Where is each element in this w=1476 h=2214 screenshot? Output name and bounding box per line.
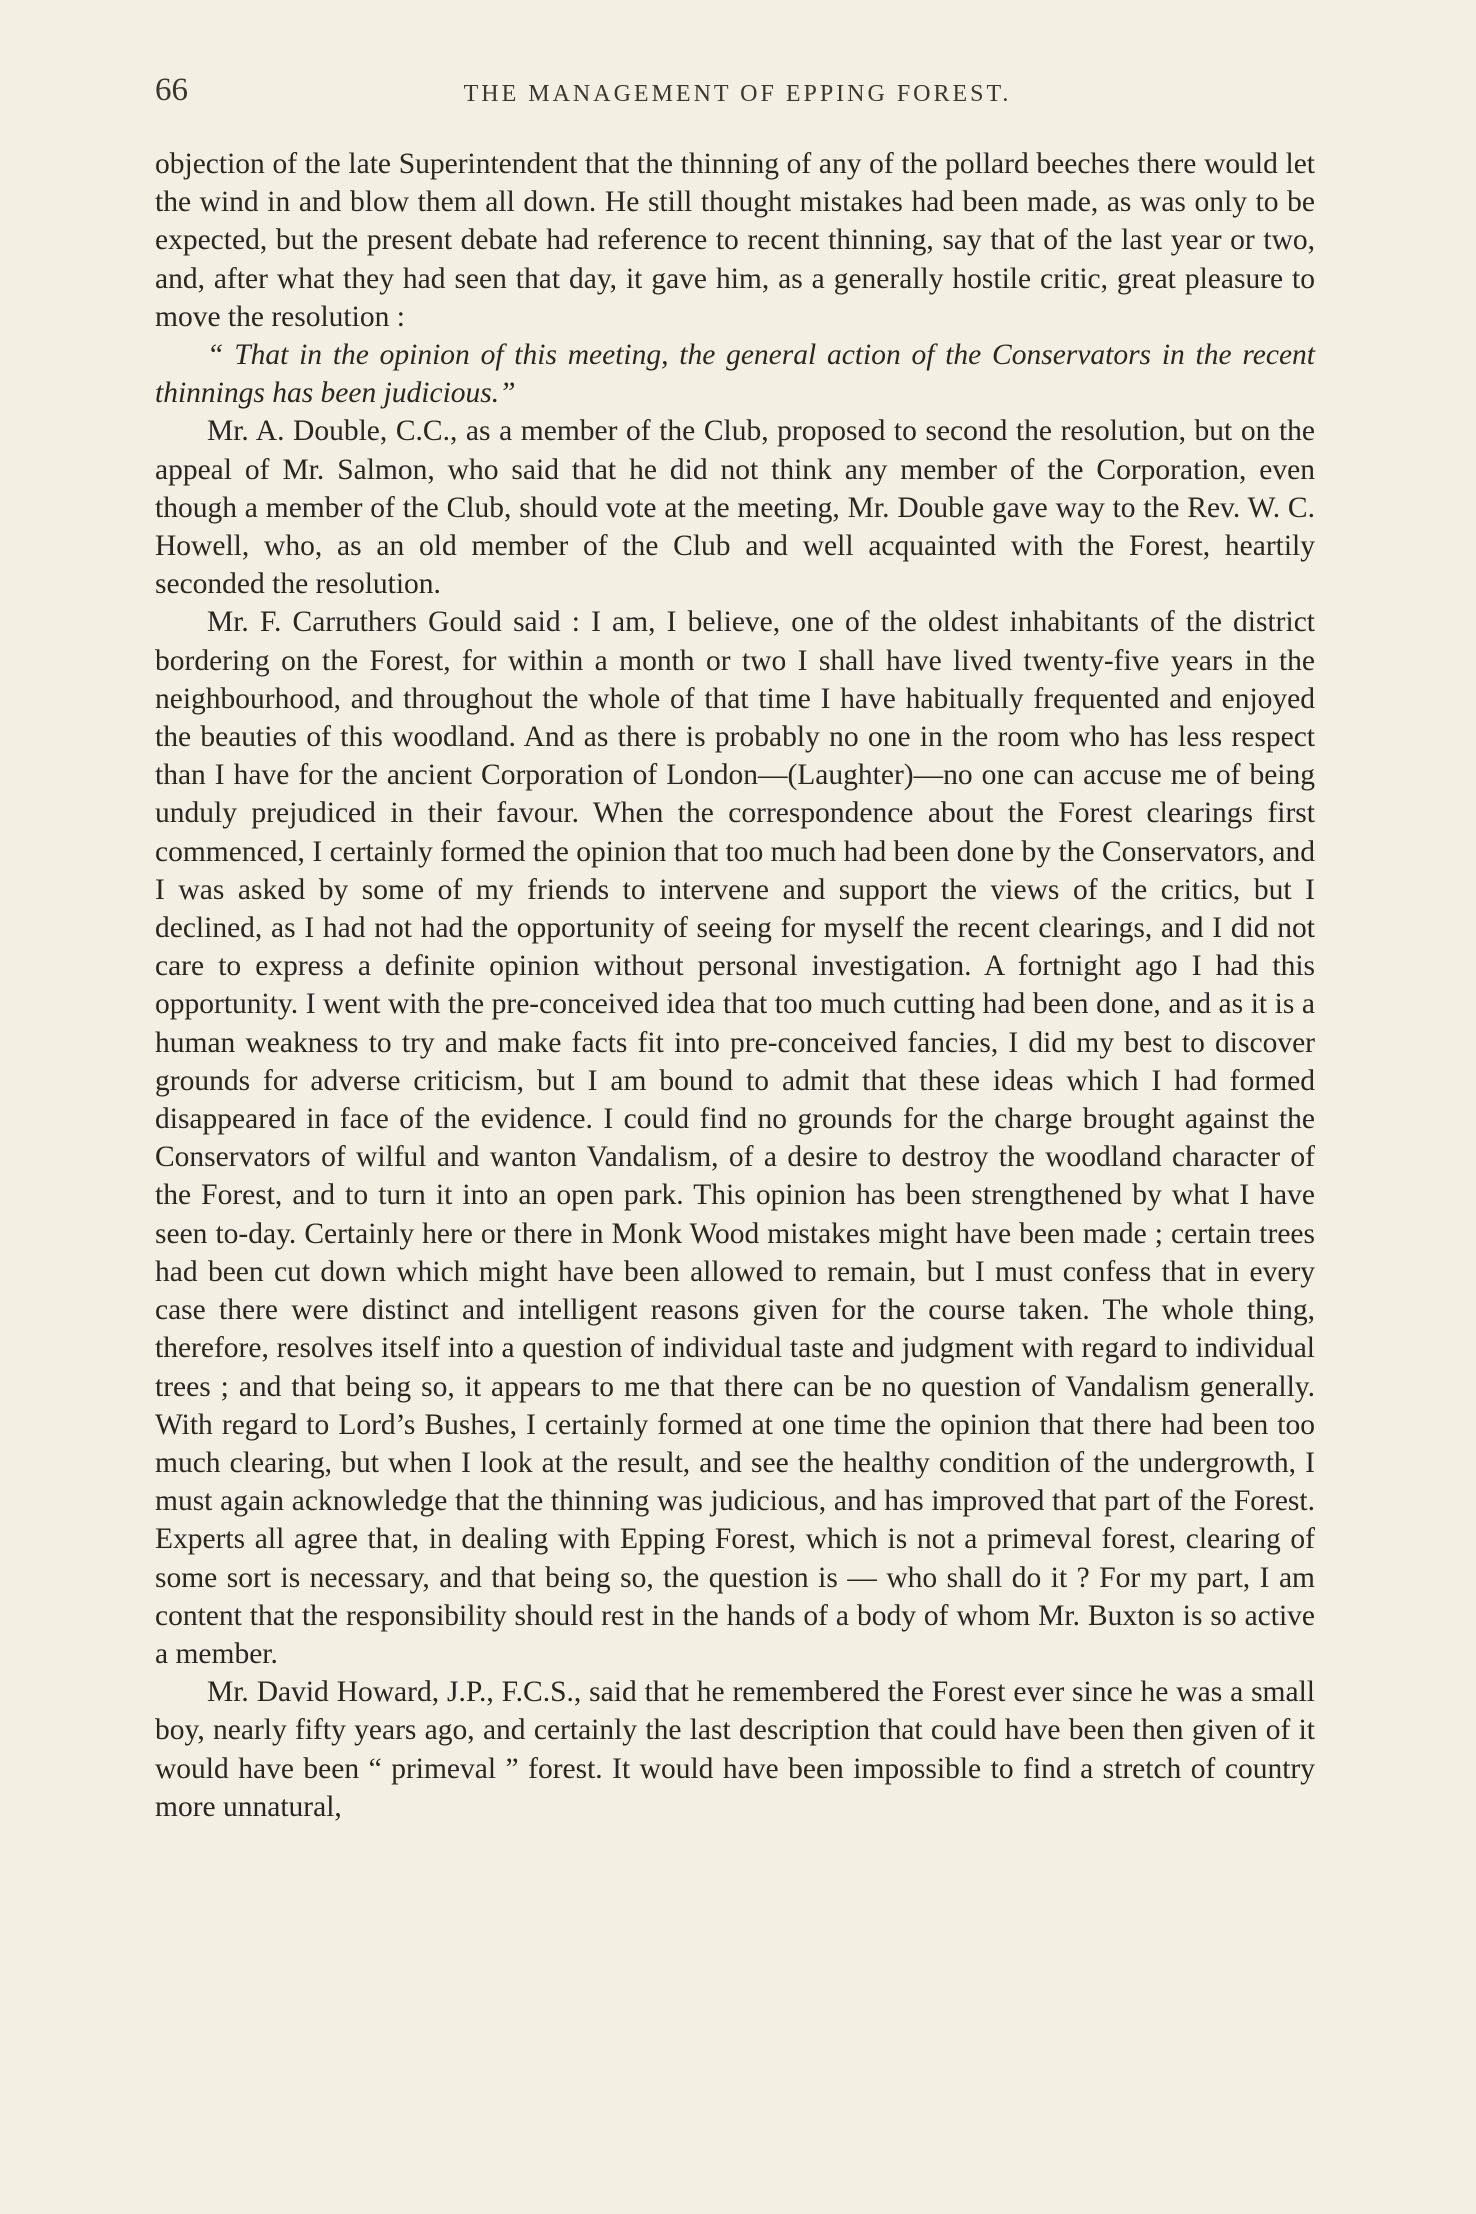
page-number: 66 (155, 72, 188, 108)
body-text (155, 145, 1315, 1826)
paragraph-howard: Mr. David Howard, J.P., F.C.S., said that he remembered the Forest ever since he was a small boy, nearly fifty years ago, and certainly the last description that could have been then given of it would have been “ primeval ” forest. It would have been impossible to find a stretch of country more unnatural, (155, 1676, 1315, 1823)
paragraph-gould: Mr. F. Carruthers Gould said : I am, I believe, one of the oldest inhabitants of the district bordering on the Forest, for within a month or two I shall have lived twenty-five years in the neighbourhood, and throughout the whole of that time I have habitually frequented and enjoyed the beauties of this woodland. And as there is probably no one in the room who has less respect than I have for the ancient Corporation of London—(Laughter)—no one can accuse me of being unduly prejudiced in their favour. When the correspondence about the Forest clearings first commenced, I certainly formed the opinion that too much had been done by the Conservators, and I was asked by some of my friends to intervene and support the views of the critics, but I declined, as I had not had the opportunity of seeing for myself the recent clearings, and I did not care to express a definite opinion without personal investigation. A fortnight ago I had this opportunity. I went with the pre-conceived idea that too much cutting had been done, and as it is a human weakness to try and make facts fit into pre-conceived fancies, I did my best to discover grounds for adverse criticism, but I am bound to admit that these ideas which I had formed disappeared in face of the evidence. I could find no grounds for the charge brought against the Conservators of wilful and wanton Vandalism, of a desire to destroy the woodland character of the Forest, and to turn it into an open park. This opinion has been strengthened by what I have seen to-day. Certainly here or there in Monk Wood mistakes might have been made ; certain trees had been cut down which might have been allowed to remain, but I must confess that in every case there were distinct and intelligent reasons given for the course taken. The whole thing, therefore, resolves itself into a question of individual taste and judgment with regard to individual trees ; and that being so, it appears to me that there can be no question of Vandalism generally. With regard to Lord’s Bushes, I certainly formed at one time the opinion that there had been too much clearing, but when I look at the result, and see the healthy condition of the undergrowth, I must again acknowledge that the thinning was judicious, and has improved that part of the Forest. Experts all agree that, in dealing with Epping Forest, which is not a primeval forest, clearing of some sort is necessary, and that being so, the question is — who shall do it ? For my part, I am content that the responsibility should rest in the hands of a body of whom Mr. Buxton is so active a member. (155, 606, 1315, 1670)
paragraph-continued: objection of the late Superintendent that the thinning of any of the pollard beeches there would let the wind in and blow them all down. He still thought mistakes had been made, as was only to be expected, but the present debate had reference to recent thinning, say that of the last year or two, and, after what they had seen that day, it gave him, as a generally hostile critic, great pleasure to move the resolution : (155, 148, 1315, 333)
paragraph-double: Mr. A. Double, C.C., as a member of the Club, proposed to second the resolution, but on the appeal of Mr. Salmon, who said that he did not think any member of the Corporation, even though a member of the Club, should vote at the meeting, Mr. Double gave way to the Rev. W. C. Howell, who, as an old member of the Club and well acquainted with the Forest, heartily seconded the resolution. (155, 415, 1315, 601)
resolution-quote: “ That in the opinion of this meeting, the general action of the Conservators in the recent thinnings has been judicious.” (155, 339, 1315, 410)
running-title: THE MANAGEMENT OF EPPING FOREST. (463, 81, 1012, 107)
page-header (155, 72, 1320, 122)
